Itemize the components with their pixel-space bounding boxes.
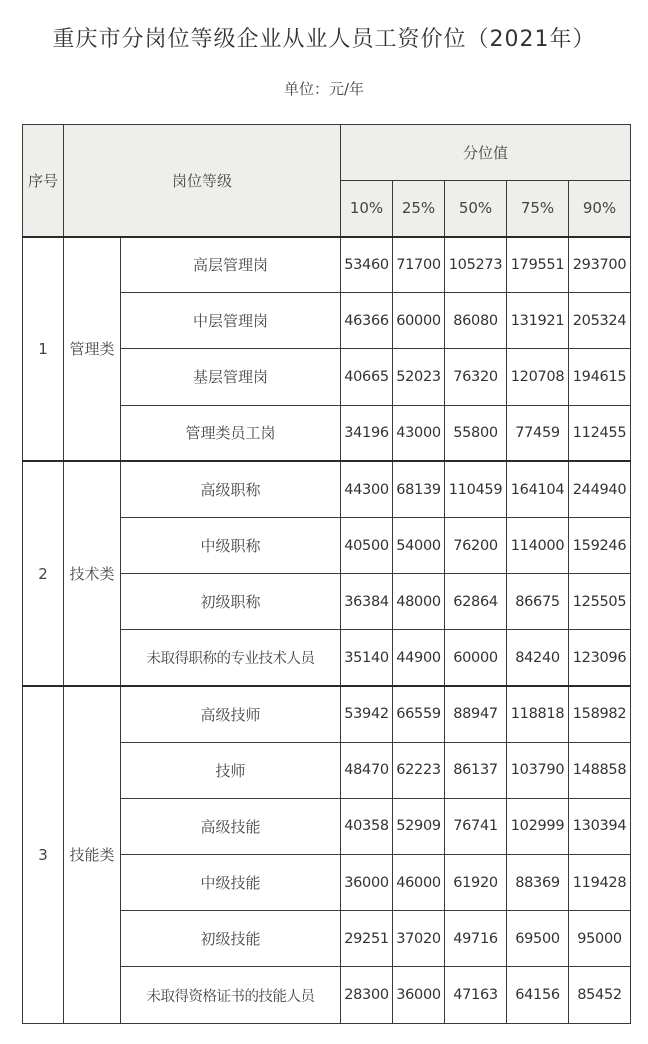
position-label: 未取得资格证书的技能人员	[121, 967, 341, 1023]
value-p10: 40665	[341, 349, 393, 405]
position-label: 未取得职称的专业技术人员	[121, 630, 341, 686]
position-label: 高层管理岗	[121, 237, 341, 293]
value-p75: 64156	[507, 967, 569, 1023]
value-p10: 29251	[341, 911, 393, 967]
value-p25: 43000	[393, 405, 445, 461]
value-p25: 52909	[393, 798, 445, 854]
position-label: 中级技能	[121, 855, 341, 911]
value-p90: 125505	[569, 574, 631, 630]
salary-table	[22, 124, 631, 1024]
table-row	[23, 686, 631, 742]
value-p50: 86080	[445, 293, 507, 349]
value-p50: 47163	[445, 967, 507, 1023]
value-p50: 49716	[445, 911, 507, 967]
value-p10: 36000	[341, 855, 393, 911]
position-label: 管理类员工岗	[121, 405, 341, 461]
group-seq: 1	[23, 237, 64, 462]
value-p25: 37020	[393, 911, 445, 967]
unit-note: 单位：元/年	[283, 80, 365, 98]
value-p90: 194615	[569, 349, 631, 405]
value-p75: 84240	[507, 630, 569, 686]
value-p50: 61920	[445, 855, 507, 911]
value-p25: 44900	[393, 630, 445, 686]
value-p10: 28300	[341, 967, 393, 1023]
value-p50: 110459	[445, 461, 507, 517]
value-p75: 164104	[507, 461, 569, 517]
value-p75: 86675	[507, 574, 569, 630]
table-row	[23, 237, 631, 293]
group-category: 管理类	[64, 237, 121, 462]
header-percentiles: 分位值	[341, 125, 631, 181]
value-p25: 36000	[393, 967, 445, 1023]
value-p10: 40358	[341, 798, 393, 854]
group-seq: 2	[23, 461, 64, 686]
value-p25: 60000	[393, 293, 445, 349]
value-p75: 179551	[507, 237, 569, 293]
value-p10: 53942	[341, 686, 393, 742]
page-title: 重庆市分岗位等级企业从业人员工资价位（2021年）	[52, 27, 596, 52]
position-label: 初级职称	[121, 574, 341, 630]
value-p25: 62223	[393, 742, 445, 798]
value-p75: 118818	[507, 686, 569, 742]
value-p50: 55800	[445, 405, 507, 461]
position-label: 技师	[121, 742, 341, 798]
value-p10: 35140	[341, 630, 393, 686]
position-label: 初级技能	[121, 911, 341, 967]
value-p90: 85452	[569, 967, 631, 1023]
group-category: 技术类	[64, 461, 121, 686]
position-label: 高级技师	[121, 686, 341, 742]
value-p75: 120708	[507, 349, 569, 405]
value-p75: 102999	[507, 798, 569, 854]
value-p50: 76200	[445, 517, 507, 573]
value-p75: 103790	[507, 742, 569, 798]
value-p75: 69500	[507, 911, 569, 967]
value-p10: 36384	[341, 574, 393, 630]
value-p90: 293700	[569, 237, 631, 293]
value-p50: 88947	[445, 686, 507, 742]
value-p25: 54000	[393, 517, 445, 573]
group-category: 技能类	[64, 686, 121, 1023]
header-seq: 序号	[23, 125, 64, 237]
value-p75: 131921	[507, 293, 569, 349]
header-position-level: 岗位等级	[64, 125, 341, 237]
value-p10: 44300	[341, 461, 393, 517]
value-p90: 119428	[569, 855, 631, 911]
group-seq: 3	[23, 686, 64, 1023]
header-p25: 25%	[393, 181, 445, 237]
value-p90: 95000	[569, 911, 631, 967]
value-p25: 46000	[393, 855, 445, 911]
value-p90: 123096	[569, 630, 631, 686]
table-row	[23, 461, 631, 517]
value-p25: 71700	[393, 237, 445, 293]
value-p10: 34196	[341, 405, 393, 461]
value-p25: 52023	[393, 349, 445, 405]
value-p90: 130394	[569, 798, 631, 854]
value-p50: 76741	[445, 798, 507, 854]
header-p90: 90%	[569, 181, 631, 237]
value-p25: 66559	[393, 686, 445, 742]
value-p25: 48000	[393, 574, 445, 630]
value-p90: 244940	[569, 461, 631, 517]
value-p50: 62864	[445, 574, 507, 630]
value-p90: 159246	[569, 517, 631, 573]
value-p50: 105273	[445, 237, 507, 293]
value-p50: 60000	[445, 630, 507, 686]
header-p75: 75%	[507, 181, 569, 237]
position-label: 中级职称	[121, 517, 341, 573]
value-p90: 158982	[569, 686, 631, 742]
value-p50: 76320	[445, 349, 507, 405]
value-p90: 112455	[569, 405, 631, 461]
value-p75: 114000	[507, 517, 569, 573]
value-p90: 148858	[569, 742, 631, 798]
position-label: 中层管理岗	[121, 293, 341, 349]
value-p10: 46366	[341, 293, 393, 349]
table-body	[23, 237, 631, 1024]
value-p50: 86137	[445, 742, 507, 798]
value-p75: 88369	[507, 855, 569, 911]
position-label: 基层管理岗	[121, 349, 341, 405]
position-label: 高级技能	[121, 798, 341, 854]
header-p50: 50%	[445, 181, 507, 237]
value-p25: 68139	[393, 461, 445, 517]
value-p10: 40500	[341, 517, 393, 573]
value-p10: 48470	[341, 742, 393, 798]
value-p90: 205324	[569, 293, 631, 349]
position-label: 高级职称	[121, 461, 341, 517]
header-p10: 10%	[341, 181, 393, 237]
value-p10: 53460	[341, 237, 393, 293]
value-p75: 77459	[507, 405, 569, 461]
